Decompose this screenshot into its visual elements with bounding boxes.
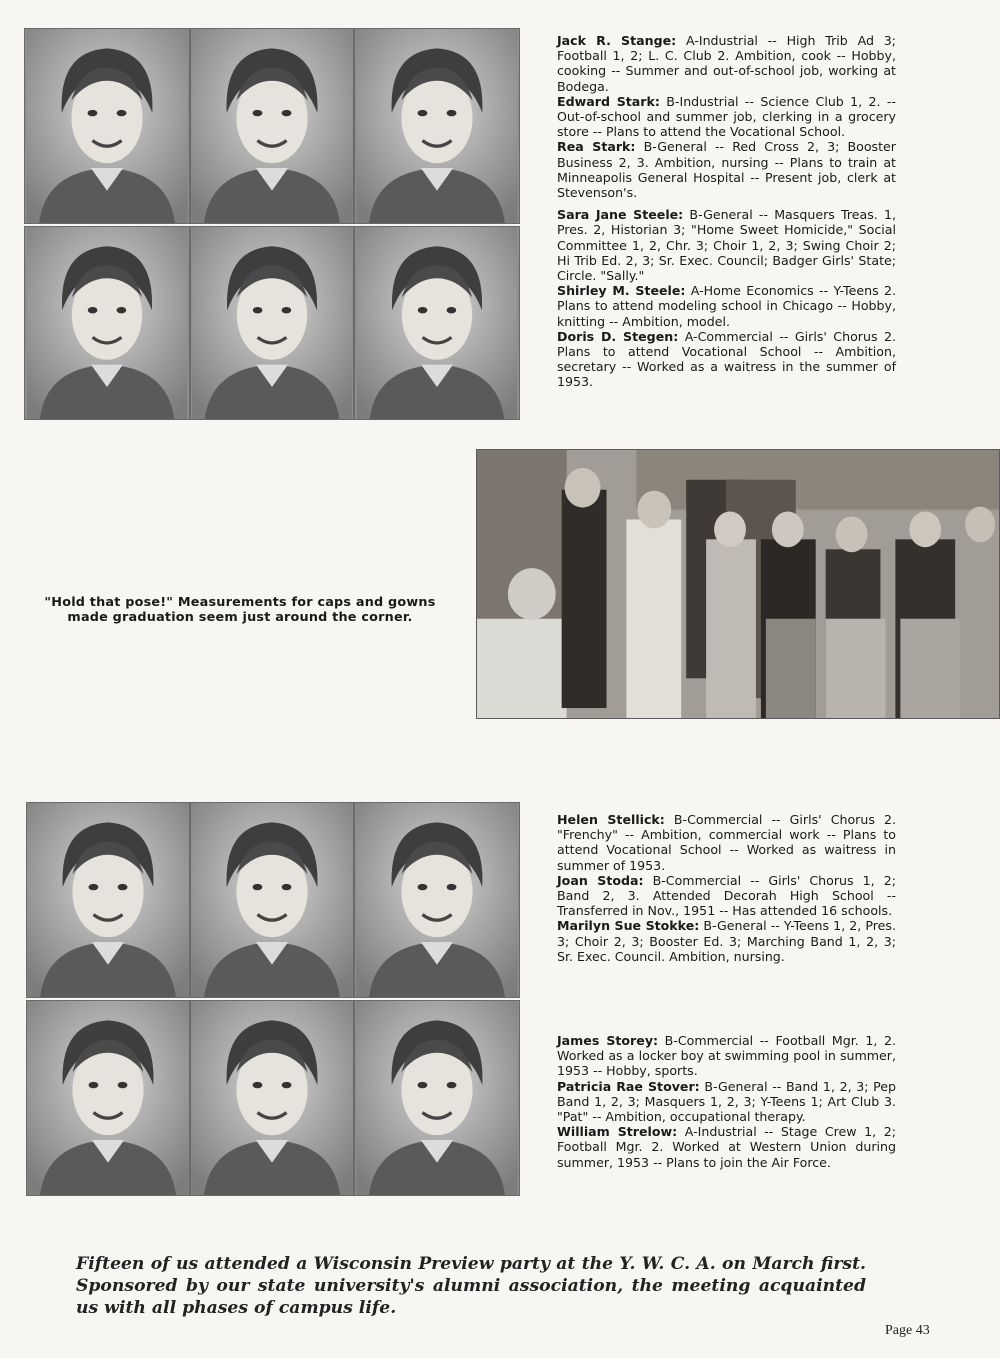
bio-entry bbox=[557, 1033, 896, 1079]
bio-name: Jack R. Stange: bbox=[557, 33, 677, 48]
bio-entry bbox=[557, 1079, 896, 1125]
bio-text: B-Commercial -- Football Mgr. 1, 2. Worked as a locker boy at swimming pool in summer, 1953 -- Hobby, sports. bbox=[557, 1033, 896, 1079]
bio-name: Edward Stark: bbox=[557, 93, 660, 109]
bio-name: Doris D. Stegen: bbox=[557, 328, 679, 344]
portrait-marilyn-stokke bbox=[354, 802, 520, 998]
bio-name: Patricia Rae Stover: bbox=[557, 1078, 700, 1094]
person-portrait-icon bbox=[25, 227, 189, 419]
portrait-sara-jane-steele bbox=[24, 226, 190, 420]
bio-text: A-Industrial -- Stage Crew 1, 2; Football Mgr. 2. Worked at Western Union during summer, 1953 -- Plans to join the Air Force. bbox=[557, 1124, 896, 1170]
bottom-bio-block bbox=[557, 1033, 896, 1170]
bio-name: Helen Stellick: bbox=[557, 812, 665, 827]
person-portrait-icon bbox=[191, 227, 353, 419]
bio-entry bbox=[557, 918, 896, 964]
portrait-patricia-stover bbox=[190, 1000, 354, 1196]
middle-bio-block bbox=[557, 812, 896, 964]
bio-name: Marilyn Sue Stokke: bbox=[557, 918, 700, 934]
bio-text: B-General -- Masquers Treas. 1, Pres. 2, Historian 3; "Home Sweet Homicide," Social Committee 1, 2, Chr. 3; Choir 1, 2, 3; Swing Choir 2; Hi Trib Ed. 2, 3; Sr. Exec. Council; Badger Girls' State; Circle. "Sally." bbox=[557, 207, 896, 284]
bio-entry bbox=[557, 329, 896, 390]
person-portrait-icon bbox=[27, 1001, 189, 1195]
group-photo bbox=[476, 449, 1000, 719]
bio-entry bbox=[557, 873, 896, 919]
portrait-james-storey bbox=[26, 1000, 190, 1196]
person-portrait-icon bbox=[191, 803, 353, 997]
bio-text: A-Commercial -- Girls' Chorus 2. Plans to attend Vocational School -- Ambition, secretary -- Worked as a waitress in the summer of 1953. bbox=[557, 328, 896, 390]
bio-entry bbox=[557, 139, 896, 200]
portrait-jack-stange bbox=[24, 28, 190, 224]
person-portrait-icon bbox=[25, 29, 189, 223]
bio-text: B-General -- Y-Teens 1, 2, Pres. 3; Choir 2, 3; Booster Ed. 3; Marching Band 1, 2, 3; Sr. Exec. Council. Ambition, nursing. bbox=[557, 918, 896, 964]
bio-text: B-Commercial -- Girls' Chorus 1, 2; Band 2, 3. Attended Decorah High School -- Transferred in Nov., 1951 -- Has attended 16 schools. bbox=[557, 872, 896, 919]
bio-name: Shirley M. Steele: bbox=[557, 283, 686, 299]
bio-name: Rea Stark: bbox=[557, 139, 636, 155]
bio-name: Joan Stoda: bbox=[557, 872, 644, 888]
bio-text: A-Home Economics -- Y-Teens 2. Plans to attend modeling school in Chicago -- Hobby, knitting -- Ambition, model. bbox=[557, 283, 896, 329]
bio-name: James Storey: bbox=[557, 1033, 659, 1048]
person-portrait-icon bbox=[191, 1001, 353, 1195]
bio-entry bbox=[557, 94, 896, 140]
photo-caption: "Hold that pose!" Measurements for caps and gowns made graduation seem just around the corner. bbox=[44, 595, 436, 625]
person-portrait-icon bbox=[355, 227, 519, 419]
footer-paragraph: Fifteen of us attended a Wisconsin Preview party at the Y. W. C. A. on March first. Sponsored by our state university's alumni association, the meeting acquainted us with all phases of campus life. bbox=[76, 1254, 866, 1318]
bio-entry bbox=[557, 207, 896, 283]
bio-text: B-General -- Band 1, 2, 3; Pep Band 1, 2, 3; Masquers 1, 2, 3; Y-Teens 1; Art Club 3. "Pat" -- Ambition, occupational therapy. bbox=[557, 1078, 896, 1125]
bio-text: A-Industrial -- High Trib Ad 3; Football 1, 2; L. C. Club 2. Ambition, cook -- Hobby, cooking -- Summer and out-of-school job, working at Bodega. bbox=[557, 33, 896, 94]
portrait-shirley-steele bbox=[190, 226, 354, 420]
person-portrait-icon bbox=[191, 29, 353, 223]
bio-entry bbox=[557, 1124, 896, 1170]
bio-entry bbox=[557, 283, 896, 329]
bio-text: B-Commercial -- Girls' Chorus 2. "Frenchy" -- Ambition, commercial work -- Plans to attend Vocational School -- Worked as waitress in summer of 1953. bbox=[557, 812, 896, 873]
top-bio-block bbox=[557, 33, 896, 390]
portrait-edward-stark bbox=[190, 28, 354, 224]
bio-entry bbox=[557, 812, 896, 873]
bio-name: Sara Jane Steele: bbox=[557, 207, 684, 223]
page-number: Page 43 bbox=[885, 1323, 930, 1338]
portrait-helen-stellick bbox=[26, 802, 190, 998]
bio-name: William Strelow: bbox=[557, 1124, 678, 1140]
portrait-doris-stegen bbox=[354, 226, 520, 420]
bio-text: B-General -- Red Cross 2, 3; Booster Business 2, 3. Ambition, nursing -- Plans to train at Minneapolis General Hospital -- Present job, clerk at Stevenson's. bbox=[557, 139, 896, 201]
person-portrait-icon bbox=[355, 29, 519, 223]
person-portrait-icon bbox=[355, 1001, 519, 1195]
portrait-william-strelow bbox=[354, 1000, 520, 1196]
group-measurement-photo-icon bbox=[477, 450, 999, 718]
bio-entry bbox=[557, 33, 896, 94]
portrait-rea-stark bbox=[354, 28, 520, 224]
person-portrait-icon bbox=[27, 803, 189, 997]
bio-text: B-Industrial -- Science Club 1, 2. -- Out-of-school and summer job, clerking in a grocery store -- Plans to attend the Vocational School. bbox=[557, 93, 896, 140]
person-portrait-icon bbox=[355, 803, 519, 997]
portrait-joan-stoda bbox=[190, 802, 354, 998]
